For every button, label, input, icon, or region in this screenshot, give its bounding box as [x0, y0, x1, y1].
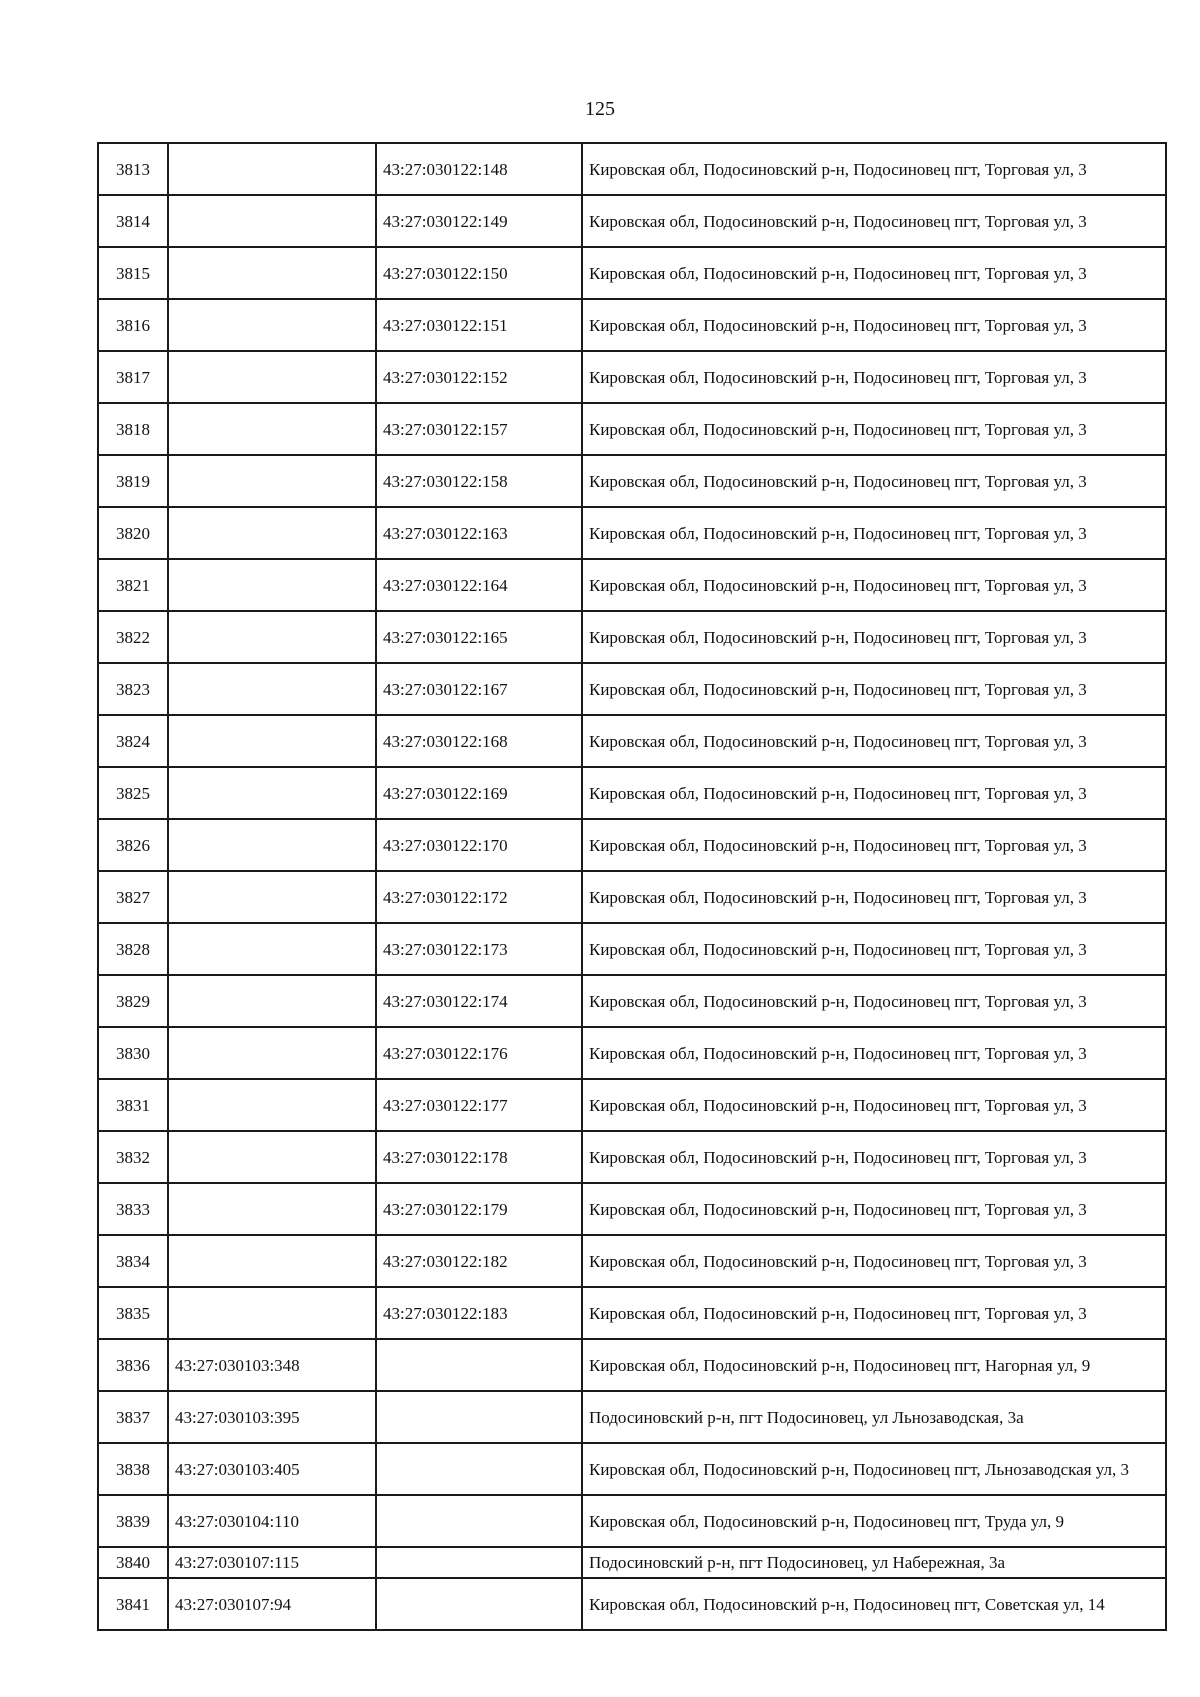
address-cell: Кировская обл, Подосиновский р-н, Подосиновец пгт, Торговая ул, 3 — [582, 195, 1166, 247]
row-number-cell: 3829 — [98, 975, 168, 1027]
address-cell: Кировская обл, Подосиновский р-н, Подосиновец пгт, Торговая ул, 3 — [582, 1287, 1166, 1339]
table-row — [98, 975, 1166, 1027]
address-cell: Кировская обл, Подосиновский р-н, Подосиновец пгт, Торговая ул, 3 — [582, 715, 1166, 767]
building-cadastral-number-cell: 43:27:030122:158 — [376, 455, 582, 507]
cadastral-number-cell — [168, 611, 376, 663]
building-cadastral-number-cell: 43:27:030122:179 — [376, 1183, 582, 1235]
address-cell: Кировская обл, Подосиновский р-н, Подосиновец пгт, Торговая ул, 3 — [582, 403, 1166, 455]
table-row — [98, 715, 1166, 767]
registry-table — [97, 142, 1167, 1631]
building-cadastral-number-cell — [376, 1547, 582, 1578]
row-number-cell: 3827 — [98, 871, 168, 923]
building-cadastral-number-cell: 43:27:030122:148 — [376, 143, 582, 195]
table-row — [98, 195, 1166, 247]
row-number-cell: 3821 — [98, 559, 168, 611]
building-cadastral-number-cell — [376, 1443, 582, 1495]
cadastral-number-cell — [168, 1079, 376, 1131]
cadastral-number-cell — [168, 507, 376, 559]
building-cadastral-number-cell: 43:27:030122:174 — [376, 975, 582, 1027]
cadastral-number-cell — [168, 1027, 376, 1079]
cadastral-number-cell: 43:27:030103:395 — [168, 1391, 376, 1443]
cadastral-number-cell: 43:27:030104:110 — [168, 1495, 376, 1547]
row-number-cell: 3833 — [98, 1183, 168, 1235]
building-cadastral-number-cell — [376, 1391, 582, 1443]
page-number: 125 — [585, 98, 615, 120]
address-cell: Кировская обл, Подосиновский р-н, Подосиновец пгт, Торговая ул, 3 — [582, 455, 1166, 507]
address-cell: Кировская обл, Подосиновский р-н, Подосиновец пгт, Торговая ул, 3 — [582, 767, 1166, 819]
address-cell: Кировская обл, Подосиновский р-н, Подосиновец пгт, Торговая ул, 3 — [582, 611, 1166, 663]
address-cell: Кировская обл, Подосиновский р-н, Подосиновец пгт, Торговая ул, 3 — [582, 663, 1166, 715]
address-cell: Подосиновский р-н, пгт Подосиновец, ул Набережная, 3а — [582, 1547, 1166, 1578]
address-cell: Кировская обл, Подосиновский р-н, Подосиновец пгт, Труда ул, 9 — [582, 1495, 1166, 1547]
row-number-cell: 3831 — [98, 1079, 168, 1131]
cadastral-number-cell — [168, 871, 376, 923]
cadastral-number-cell — [168, 975, 376, 1027]
table-row — [98, 1547, 1166, 1578]
table-row — [98, 871, 1166, 923]
address-cell: Кировская обл, Подосиновский р-н, Подосиновец пгт, Торговая ул, 3 — [582, 1183, 1166, 1235]
building-cadastral-number-cell: 43:27:030122:151 — [376, 299, 582, 351]
building-cadastral-number-cell: 43:27:030122:150 — [376, 247, 582, 299]
table-row — [98, 1131, 1166, 1183]
table-row — [98, 819, 1166, 871]
cadastral-number-cell — [168, 143, 376, 195]
cadastral-number-cell — [168, 1235, 376, 1287]
building-cadastral-number-cell: 43:27:030122:176 — [376, 1027, 582, 1079]
table-row — [98, 1391, 1166, 1443]
building-cadastral-number-cell: 43:27:030122:173 — [376, 923, 582, 975]
row-number-cell: 3830 — [98, 1027, 168, 1079]
address-cell: Кировская обл, Подосиновский р-н, Подосиновец пгт, Торговая ул, 3 — [582, 507, 1166, 559]
cadastral-number-cell — [168, 715, 376, 767]
row-number-cell: 3820 — [98, 507, 168, 559]
row-number-cell: 3828 — [98, 923, 168, 975]
row-number-cell: 3813 — [98, 143, 168, 195]
building-cadastral-number-cell — [376, 1339, 582, 1391]
cadastral-number-cell — [168, 767, 376, 819]
table-row — [98, 611, 1166, 663]
table-row — [98, 923, 1166, 975]
row-number-cell: 3840 — [98, 1547, 168, 1578]
table-row — [98, 767, 1166, 819]
table-row — [98, 507, 1166, 559]
building-cadastral-number-cell: 43:27:030122:177 — [376, 1079, 582, 1131]
table-row — [98, 351, 1166, 403]
table-row — [98, 1027, 1166, 1079]
cadastral-number-cell — [168, 819, 376, 871]
address-cell: Кировская обл, Подосиновский р-н, Подосиновец пгт, Торговая ул, 3 — [582, 871, 1166, 923]
row-number-cell: 3818 — [98, 403, 168, 455]
building-cadastral-number-cell: 43:27:030122:169 — [376, 767, 582, 819]
address-cell: Кировская обл, Подосиновский р-н, Подосиновец пгт, Торговая ул, 3 — [582, 1235, 1166, 1287]
row-number-cell: 3817 — [98, 351, 168, 403]
table-row — [98, 1287, 1166, 1339]
table-row — [98, 143, 1166, 195]
cadastral-number-cell: 43:27:030107:94 — [168, 1578, 376, 1630]
cadastral-number-cell — [168, 351, 376, 403]
address-cell: Кировская обл, Подосиновский р-н, Подосиновец пгт, Торговая ул, 3 — [582, 559, 1166, 611]
address-cell: Кировская обл, Подосиновский р-н, Подосиновец пгт, Советская ул, 14 — [582, 1578, 1166, 1630]
building-cadastral-number-cell: 43:27:030122:183 — [376, 1287, 582, 1339]
cadastral-number-cell — [168, 1131, 376, 1183]
building-cadastral-number-cell: 43:27:030122:178 — [376, 1131, 582, 1183]
address-cell: Кировская обл, Подосиновский р-н, Подосиновец пгт, Торговая ул, 3 — [582, 1027, 1166, 1079]
row-number-cell: 3839 — [98, 1495, 168, 1547]
table-row — [98, 559, 1166, 611]
cadastral-number-cell: 43:27:030103:348 — [168, 1339, 376, 1391]
row-number-cell: 3819 — [98, 455, 168, 507]
row-number-cell: 3837 — [98, 1391, 168, 1443]
cadastral-number-cell: 43:27:030107:115 — [168, 1547, 376, 1578]
row-number-cell: 3816 — [98, 299, 168, 351]
row-number-cell: 3825 — [98, 767, 168, 819]
row-number-cell: 3836 — [98, 1339, 168, 1391]
cadastral-number-cell: 43:27:030103:405 — [168, 1443, 376, 1495]
table-row — [98, 1495, 1166, 1547]
address-cell: Кировская обл, Подосиновский р-н, Подосиновец пгт, Торговая ул, 3 — [582, 299, 1166, 351]
row-number-cell: 3822 — [98, 611, 168, 663]
building-cadastral-number-cell: 43:27:030122:172 — [376, 871, 582, 923]
row-number-cell: 3824 — [98, 715, 168, 767]
building-cadastral-number-cell: 43:27:030122:163 — [376, 507, 582, 559]
cadastral-number-cell — [168, 455, 376, 507]
table-row — [98, 1339, 1166, 1391]
row-number-cell: 3823 — [98, 663, 168, 715]
table-row — [98, 1235, 1166, 1287]
building-cadastral-number-cell: 43:27:030122:168 — [376, 715, 582, 767]
table-row — [98, 1079, 1166, 1131]
building-cadastral-number-cell: 43:27:030122:164 — [376, 559, 582, 611]
row-number-cell: 3834 — [98, 1235, 168, 1287]
row-number-cell: 3832 — [98, 1131, 168, 1183]
cadastral-number-cell — [168, 1183, 376, 1235]
address-cell: Кировская обл, Подосиновский р-н, Подосиновец пгт, Торговая ул, 3 — [582, 351, 1166, 403]
table-row — [98, 1443, 1166, 1495]
cadastral-number-cell — [168, 403, 376, 455]
table-row — [98, 403, 1166, 455]
row-number-cell: 3835 — [98, 1287, 168, 1339]
cadastral-number-cell — [168, 663, 376, 715]
row-number-cell: 3841 — [98, 1578, 168, 1630]
address-cell: Кировская обл, Подосиновский р-н, Подосиновец пгт, Торговая ул, 3 — [582, 143, 1166, 195]
row-number-cell: 3838 — [98, 1443, 168, 1495]
building-cadastral-number-cell: 43:27:030122:167 — [376, 663, 582, 715]
table-row — [98, 455, 1166, 507]
building-cadastral-number-cell: 43:27:030122:182 — [376, 1235, 582, 1287]
address-cell: Кировская обл, Подосиновский р-н, Подосиновец пгт, Торговая ул, 3 — [582, 923, 1166, 975]
building-cadastral-number-cell — [376, 1495, 582, 1547]
table-row — [98, 247, 1166, 299]
table-row — [98, 1183, 1166, 1235]
address-cell: Подосиновский р-н, пгт Подосиновец, ул Льнозаводская, 3а — [582, 1391, 1166, 1443]
table-row — [98, 663, 1166, 715]
cadastral-number-cell — [168, 559, 376, 611]
row-number-cell: 3814 — [98, 195, 168, 247]
building-cadastral-number-cell: 43:27:030122:149 — [376, 195, 582, 247]
address-cell: Кировская обл, Подосиновский р-н, Подосиновец пгт, Торговая ул, 3 — [582, 819, 1166, 871]
cadastral-number-cell — [168, 1287, 376, 1339]
address-cell: Кировская обл, Подосиновский р-н, Подосиновец пгт, Торговая ул, 3 — [582, 975, 1166, 1027]
address-cell: Кировская обл, Подосиновский р-н, Подосиновец пгт, Торговая ул, 3 — [582, 247, 1166, 299]
table-row — [98, 1578, 1166, 1630]
cadastral-number-cell — [168, 923, 376, 975]
address-cell: Кировская обл, Подосиновский р-н, Подосиновец пгт, Торговая ул, 3 — [582, 1131, 1166, 1183]
building-cadastral-number-cell: 43:27:030122:170 — [376, 819, 582, 871]
address-cell: Кировская обл, Подосиновский р-н, Подосиновец пгт, Торговая ул, 3 — [582, 1079, 1166, 1131]
table-row — [98, 299, 1166, 351]
building-cadastral-number-cell: 43:27:030122:157 — [376, 403, 582, 455]
building-cadastral-number-cell: 43:27:030122:152 — [376, 351, 582, 403]
address-cell: Кировская обл, Подосиновский р-н, Подосиновец пгт, Льнозаводская ул, 3 — [582, 1443, 1166, 1495]
registry-table-body — [98, 143, 1166, 1630]
cadastral-number-cell — [168, 247, 376, 299]
row-number-cell: 3826 — [98, 819, 168, 871]
cadastral-number-cell — [168, 195, 376, 247]
address-cell: Кировская обл, Подосиновский р-н, Подосиновец пгт, Нагорная ул, 9 — [582, 1339, 1166, 1391]
building-cadastral-number-cell — [376, 1578, 582, 1630]
cadastral-number-cell — [168, 299, 376, 351]
building-cadastral-number-cell: 43:27:030122:165 — [376, 611, 582, 663]
row-number-cell: 3815 — [98, 247, 168, 299]
